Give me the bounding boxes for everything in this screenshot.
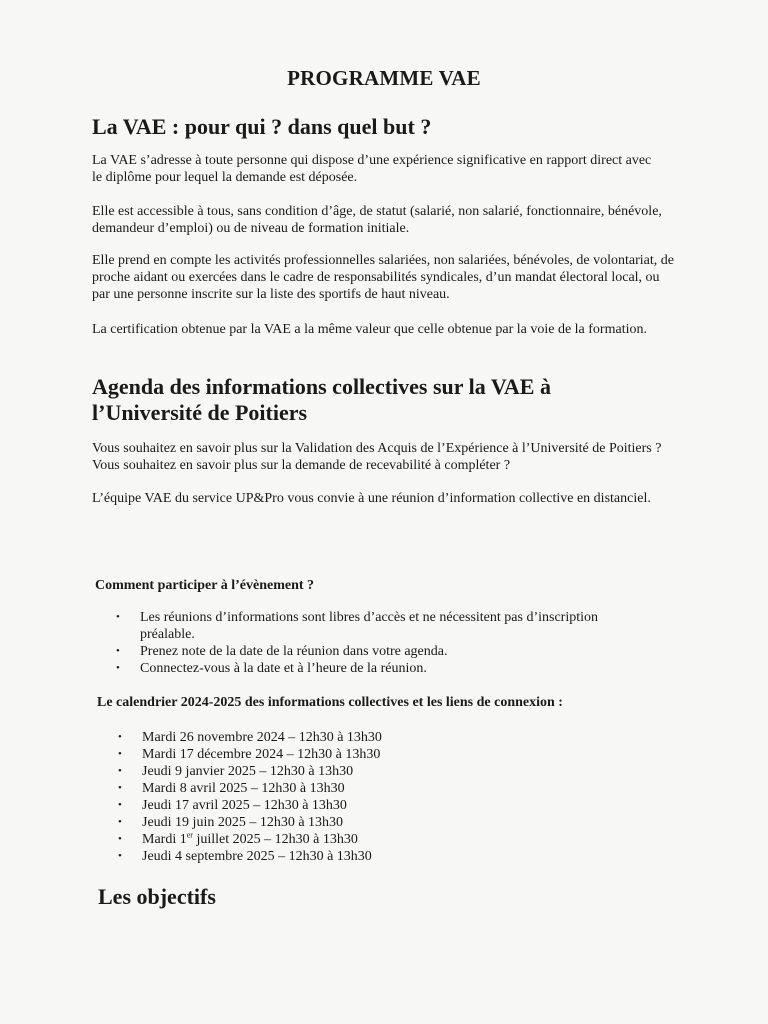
list-item: • Mardi 17 décembre 2024 – 12h30 à 13h30: [118, 747, 381, 762]
bullet-icon: •: [116, 662, 120, 674]
heading-calendar: Le calendrier 2024-2025 des informations collectives et les liens de connexion :: [97, 695, 563, 710]
list-item: • Jeudi 19 juin 2025 – 12h30 à 13h30: [118, 815, 344, 830]
list-item: • Connectez-vous à la date et à l’heure de la réunion.: [116, 661, 427, 676]
bullet-icon: •: [116, 611, 120, 623]
paragraph-vae-activities: Elle prend en compte les activités professionnelles salariées, non salariées, bénévoles, de volontariat, de proche aidant ou exercées dans le cadre de responsabilités syndicales, d’un mandat électoral local, ou par une personne inscrite sur la liste des sportifs de haut niveau.: [92, 253, 674, 302]
bullet-icon: •: [118, 850, 122, 862]
list-item: • Jeudi 4 septembre 2025 – 12h30 à 13h30: [118, 849, 372, 864]
paragraph-vae-certification: La certification obtenue par la VAE a la même valeur que celle obtenue par la voie de la formation.: [92, 322, 647, 337]
heading-how-to-participate: Comment participer à l’évènement ?: [95, 578, 315, 593]
paragraph-vae-audience: La VAE s’adresse à toute personne qui dispose d’une expérience significative en rapport direct avec le diplôme pour lequel la demande est déposée.: [92, 153, 652, 185]
list-item: • Mardi 8 avril 2025 – 12h30 à 13h30: [118, 781, 345, 796]
list-item: • Mardi 1er juillet 2025 – 12h30 à 13h30: [118, 830, 358, 847]
paragraph-agenda-invitation: L’équipe VAE du service UP&Pro vous convie à une réunion d’information collective en distanciel.: [92, 491, 651, 506]
bullet-icon: •: [118, 833, 122, 845]
section-heading-objectives: Les objectifs: [98, 884, 216, 909]
bullet-icon: •: [118, 748, 122, 760]
bullet-icon: •: [118, 731, 122, 743]
list-item: • Jeudi 17 avril 2025 – 12h30 à 13h30: [118, 798, 347, 813]
list-item: • Mardi 26 novembre 2024 – 12h30 à 13h30: [118, 730, 382, 745]
bullet-icon: •: [118, 765, 122, 777]
bullet-icon: •: [118, 782, 122, 794]
list-calendar-dates: [118, 729, 538, 865]
bullet-icon: •: [118, 816, 122, 828]
paragraph-agenda-intro: Vous souhaitez en savoir plus sur la Validation des Acquis de l’Expérience à l’Université de Poitiers ? Vous souhaitez en savoir plus sur la demande de recevabilité à compléter ?: [92, 441, 662, 473]
section-heading-agenda-line2: l’Université de Poitiers: [92, 400, 308, 425]
section-heading-vae-purpose: La VAE : pour qui ? dans quel but ?: [92, 114, 432, 139]
bullet-icon: •: [116, 645, 120, 657]
section-heading-agenda-line1: Agenda des informations collectives sur la VAE à: [92, 374, 551, 399]
paragraph-vae-accessibility: Elle est accessible à tous, sans condition d’âge, de statut (salarié, non salarié, fonctionnaire, bénévole, demandeur d’emploi) ou de niveau de formation initiale.: [92, 204, 662, 236]
document-title: PROGRAMME VAE: [287, 66, 481, 90]
list-item: • Les réunions d’informations sont libres d’accès et ne nécessitent pas d’inscription préalable.: [116, 610, 598, 642]
list-item: • Jeudi 9 janvier 2025 – 12h30 à 13h30: [118, 764, 354, 779]
list-item: • Prenez note de la date de la réunion dans votre agenda.: [116, 644, 448, 659]
list-participation-steps: [116, 609, 656, 677]
bullet-icon: •: [118, 799, 122, 811]
